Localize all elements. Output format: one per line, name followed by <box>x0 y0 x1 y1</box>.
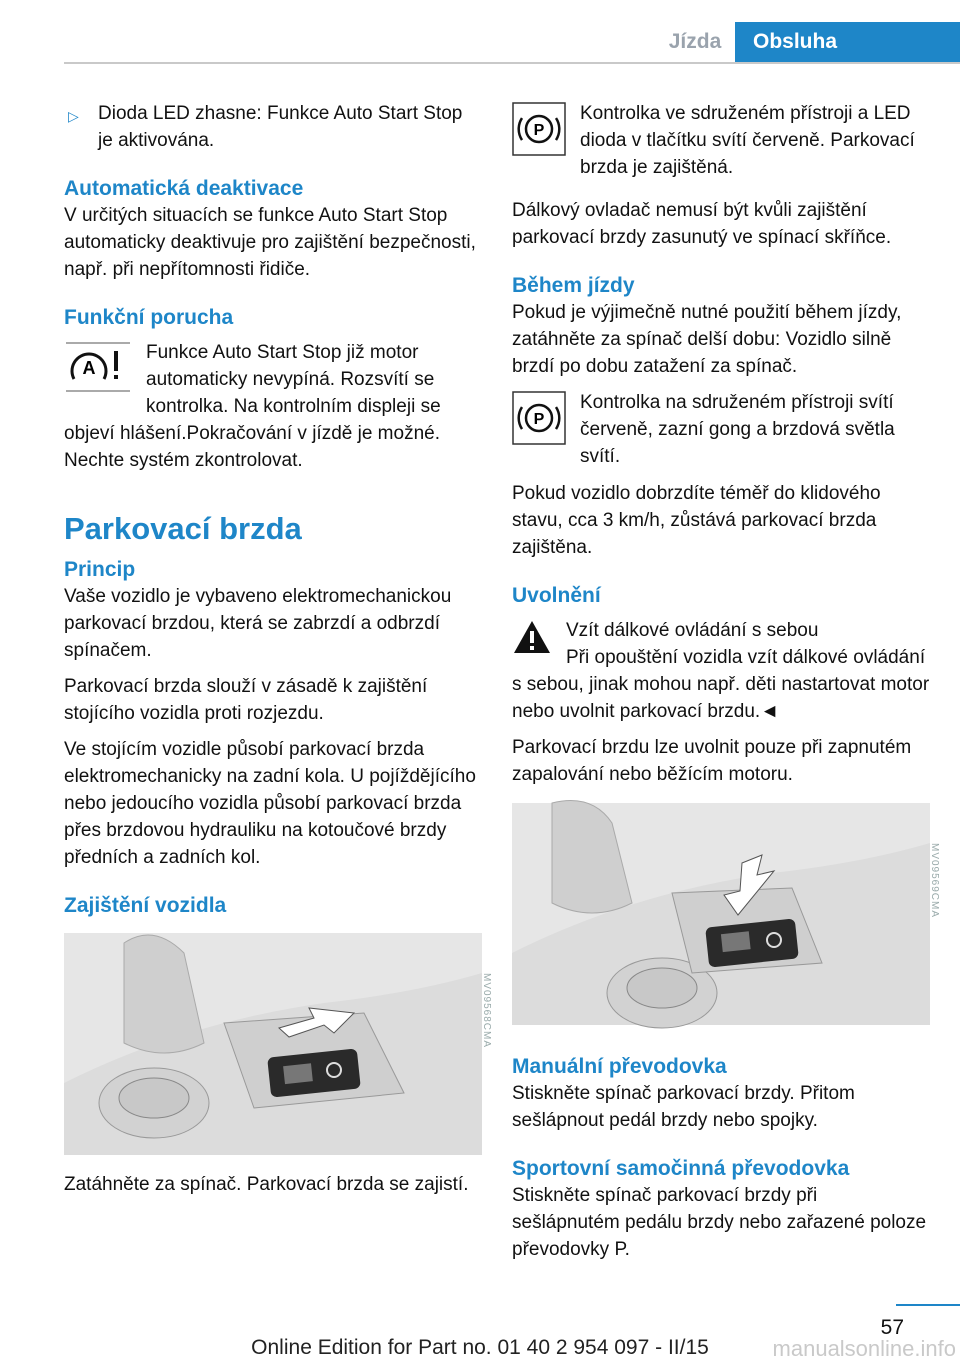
indicator1-block <box>512 100 930 181</box>
svg-text:A: A <box>82 358 96 378</box>
malfunction-heading: Funkční porucha <box>64 306 234 329</box>
indicator2-text: Kontrolka na sdruženém přístroji svítí červeně, zazní gong a brzdová světla svítí. <box>580 392 895 467</box>
indicator2-block <box>512 389 930 470</box>
while-driving-heading: Během jízdy <box>512 274 635 297</box>
svg-text:P: P <box>533 122 545 139</box>
principle-p3: Ve stojícím vozidle působí parkovací brzda elektromechanicky na zadní kola. U pojíždějícího nebo jedoucího vozidla působí parkovací brzda přes brzdovou hydrauliku na kotoučové brzdy předních a zadních kol. <box>64 739 476 868</box>
warning-triangle-icon <box>512 619 552 663</box>
secure-vehicle-heading: Zajištění vozidla <box>64 894 227 917</box>
remote-text: Dálkový ovladač nemusí být kvůli zajištění parkovací brzdy zasunutý ve spínací skříňce. <box>512 200 892 248</box>
left-column <box>64 100 492 1207</box>
while-driving-text: Pokud je výjimečně nutné použití během jízdy, zatáhněte za spínač delší dobu: Vozidlo silně brzdí po dobu zatažení za spínač. <box>512 302 902 377</box>
release-heading: Uvolnění <box>512 584 601 607</box>
manual-transmission-heading: Manuální převodovka <box>512 1055 727 1078</box>
right-column <box>512 100 940 1272</box>
malfunction-block <box>64 339 482 474</box>
sport-transmission-text: Stiskněte spínač parkovací brzdy při sešlápnutém pedálu brzdy nebo zařazené poloze převodovky P. <box>512 1185 927 1260</box>
header-section: Jízda <box>668 30 722 53</box>
principle-p1: Vaše vozidlo je vybaveno elektromechanickou parkovací brzdou, která se zabrzdí a odbrzdí spínačem. <box>64 586 452 661</box>
footer-rule <box>896 1304 960 1306</box>
header-chapter: Obsluha <box>735 22 960 62</box>
parking-brake-pull-photo <box>64 933 492 1155</box>
parking-brake-push-photo <box>512 803 940 1025</box>
release-text: Parkovací brzdu lze uvolnit pouze při zapnutém zapalování nebo běžícím motoru. <box>512 737 912 785</box>
secure-caption: Zatáhněte za spínač. Parkovací brzda se zajistí. <box>64 1174 469 1195</box>
warning-text: Při opouštění vozidla vzít dálkové ovládání s sebou, jinak mohou např. děti nastartovat motor nebo uvolnit parkovací brzdu.◄ <box>512 647 930 722</box>
header-rule <box>64 62 960 64</box>
edition-text: Online Edition for Part no. 01 40 2 954 097 - II/15 <box>251 1336 709 1359</box>
footer <box>0 1336 960 1360</box>
parking-brake-indicator-icon <box>512 391 566 453</box>
triangle-bullet-icon: ▷ <box>68 108 79 124</box>
auto-start-stop-warning-icon <box>64 341 132 401</box>
svg-text:P: P <box>533 411 545 428</box>
led-bullet: ▷ Dioda LED zhasne: Funkce Auto Start Stop je aktivována. <box>68 103 463 151</box>
warning-block <box>512 617 930 725</box>
sport-transmission-heading: Sportovní samočinná převodovka <box>512 1157 850 1180</box>
photo-code: MV09569CMA <box>929 843 940 919</box>
warning-title: Vzít dálkové ovládání s sebou <box>566 620 819 641</box>
page-number: 57 <box>880 1316 904 1339</box>
stop-text: Pokud vozidlo dobrzdíte téměř do klidového stavu, cca 3 km/h, zůstává parkovací brzda zajištěna. <box>512 483 881 558</box>
malfunction-text: Funkce Auto Start Stop již motor automaticky nevypíná. Rozsvítí se kontrolka. Na kontrolním displeji se objeví hlášení.Pokračování v jízdě je možné. Nechte systém zkontrolovat. <box>64 342 441 471</box>
manual-transmission-text: Stiskněte spínač parkovací brzdy. Přitom sešlápnout pedál brzdy nebo spojky. <box>512 1083 855 1131</box>
principle-heading: Princip <box>64 558 136 581</box>
parking-brake-indicator-icon <box>512 102 566 164</box>
site-watermark[interactable]: manualsonline.info <box>772 1336 956 1361</box>
auto-deactivation-heading: Automatická deaktivace <box>64 177 304 200</box>
principle-p2: Parkovací brzda slouží v zásadě k zajištění stojícího vozidla proti rozjezdu. <box>64 676 428 724</box>
parking-brake-heading: Parkovací brzda <box>64 511 302 546</box>
auto-deactivation-text: V určitých situacích se funkce Auto Start Stop automaticky deaktivuje pro zajištění bezpečnosti, např. při nepřítomnosti řidiče. <box>64 205 476 280</box>
indicator1-text: Kontrolka ve sdruženém přístroji a LED dioda v tlačítku svítí červeně. Parkovací brzda je zajištěná. <box>580 103 915 178</box>
photo-code: MV09568CMA <box>481 973 492 1049</box>
